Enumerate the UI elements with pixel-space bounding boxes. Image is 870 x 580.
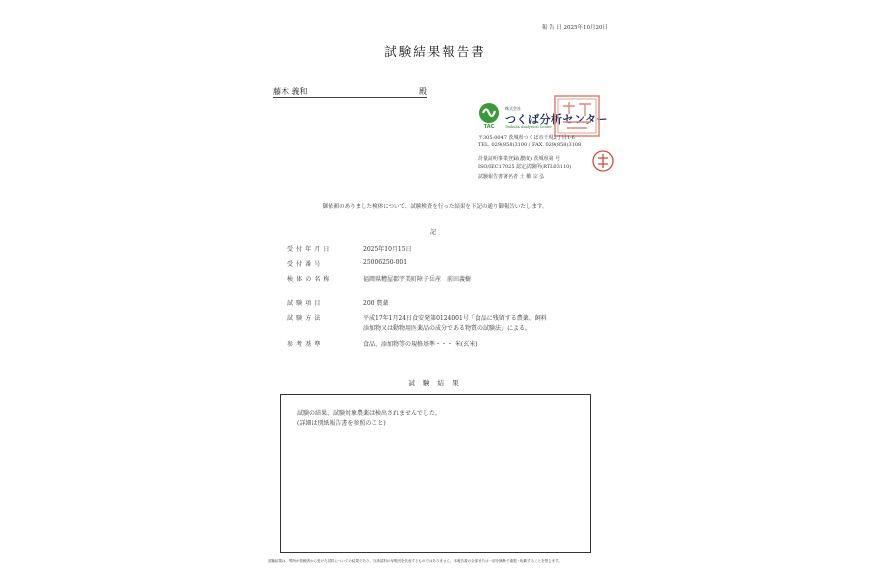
signer-line: 試験報告書署名者 土 橋 宗 弘: [478, 174, 545, 180]
logo-text: TAC: [483, 124, 495, 130]
detail-value: 福岡県糟屋郡宇美町障子岳産 前田義樹: [363, 276, 472, 283]
detail-value: 食品、添加物等の規格基準・・・ 米(玄米): [363, 341, 478, 348]
detail-value: 2025年10月15日: [363, 246, 412, 253]
certification-line-1: 計量証明事業登録(濃度) 茨城県第 号: [478, 156, 561, 162]
ki-heading: 記: [430, 229, 437, 236]
issuer-address: 〒305-0047 茨城県つくば市千現2丁目1-6: [478, 135, 575, 141]
detail-label: 試 験 項 目: [287, 300, 321, 307]
detail-value: 25006250-001: [363, 259, 408, 266]
recipient-line: [273, 86, 427, 98]
footer-note: 試験結果は、弊所が依頼者から受けた試料についての結果であり、当該試料の母集団を代表するものではありません。本報告書の全部または一部を無断で複製・転載することを禁じます。: [268, 559, 562, 563]
results-heading: 試 験 結 果: [408, 379, 462, 387]
results-text: 試験の結果、試験対象農薬は検出されませんでした。: [297, 410, 442, 417]
detail-label: 受 付 年 月 日: [287, 246, 331, 253]
company-label: 株式会社: [505, 106, 521, 111]
detail-value: 平成17年1月24日食安発第0124001号「食品に残留する農薬、飼料: [363, 315, 547, 322]
detail-label: 参 考 基 準: [287, 341, 321, 348]
company-name: つくば分析センター: [505, 113, 609, 126]
company-stamp-icon: [553, 94, 601, 138]
company-name-en: Tsukuba Analytical Center: [505, 125, 552, 129]
detail-value: 200 農薬: [363, 300, 389, 307]
intro-text: 御依頼のありました検体について、試験検査を行った結果を下記の通り御報告いたします。: [322, 204, 548, 210]
recipient-name: 藤木 義和: [273, 87, 308, 96]
issuer-phone: TEL. 029(858)3100 / FAX. 029(858)3108: [478, 142, 582, 148]
company-logo-icon: [476, 102, 504, 130]
results-note: (詳細は別紙報告書を参照のこと): [297, 420, 386, 427]
recipient-honorific: 殿: [419, 87, 427, 96]
detail-label: 受 付 番 号: [287, 261, 321, 268]
detail-label: 検 体 の 名 称: [287, 276, 331, 283]
issue-date: 報 告 日 2025年10月20日: [541, 25, 608, 31]
personal-seal-icon: [592, 150, 614, 172]
certification-line-2: ISO/IEC17025 認定試験所(RTL03110): [478, 164, 572, 170]
detail-label: 試 験 方 法: [287, 315, 321, 322]
detail-value-continued: 添加物又は動物用医薬品の成分である物質の試験法」による。: [363, 325, 532, 332]
document-title: 試験結果報告書: [384, 44, 486, 59]
